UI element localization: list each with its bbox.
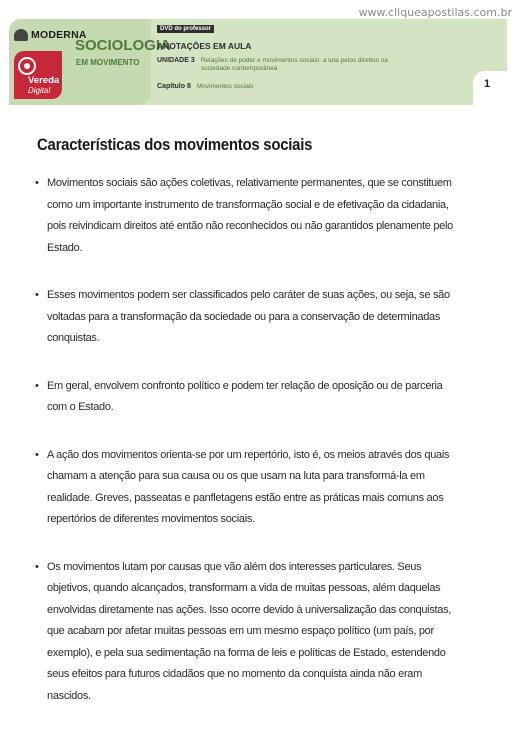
page-header: [9, 19, 507, 105]
moderna-logo-icon: [14, 29, 28, 41]
page-title: Características dos movimentos sociais: [37, 135, 313, 154]
bullet-item: [37, 285, 461, 350]
chapter-label: Capítulo 8: [157, 83, 191, 90]
bullet-text: A ação dos movimentos orienta-se por um repertório, isto é, os meios através dos quais chamam a atenção para sua causa ou os que usam na luta para transformá-la em realidade. Greves, passeatas e panfletagens estão entre as práticas mais comuns aos repertórios de diferentes movimentos sociais.: [47, 448, 450, 525]
bullet-text: Em geral, envolvem confronto político e podem ter relação de oposição ou de parceria com o Estado.: [47, 379, 443, 413]
publisher-name: MODERNA: [31, 29, 87, 41]
bullet-marker: •: [35, 379, 39, 392]
chapter-title: Movimentos sociais: [196, 83, 254, 90]
badge-line-1: Vereda: [28, 75, 60, 86]
vereda-digital-badge: [14, 51, 62, 99]
bullet-item: [37, 557, 461, 708]
series-subtitle: EM MOVIMENTO: [76, 58, 140, 67]
bullet-text: Esses movimentos podem ser classificados pelo caráter de suas ações, ou seja, se são voltadas para a transformação da sociedade ou para a conservação de determinadas conquistas.: [47, 289, 450, 344]
chapter-row: [157, 83, 254, 90]
brand-panel: [9, 19, 171, 105]
unit-row: [157, 57, 401, 73]
watermark-text: www.cliqueapostilas.com.br: [358, 6, 512, 19]
bullet-marker: •: [35, 560, 39, 573]
section-label: ANOTAÇÕES EM AULA: [157, 41, 252, 51]
vereda-logo-icon: [18, 57, 36, 75]
bullet-item: [37, 173, 461, 259]
bullet-marker: •: [35, 289, 39, 301]
bullet-marker: •: [35, 177, 39, 189]
bullet-item: [37, 445, 461, 531]
dvd-tag: DVD do professor: [157, 25, 214, 33]
bullet-text: Os movimentos lutam por causas que vão além dos interesses particulares. Seus objetivos, quando alcançados, transformam a vida de muitas pessoas, além daquelas envolvidas diretamente nas ações. Isso ocorre devido à universalização das conquistas, que acabam por afetar muitas pessoas em um mesmo espaço político (um país, por exemplo), e pela sua sedimentação na forma de leis e políticas de Estado, estendendo seus efeitos para futuros cidadãos que no momento da conquista ainda não eram nascidos.: [47, 560, 452, 702]
bullet-text: Movimentos sociais são ações coletivas, relativamente permanentes, que se constituem como um importante instrumento de transformação social e de efetivação da cidadania, pois reivindicam direitos até então não reconhecidos ou não garantidos plenamente pelo Estado.: [47, 177, 453, 254]
page-number: 1: [484, 78, 491, 90]
bullet-marker: •: [35, 448, 39, 461]
series-title: SOCIOLOGIA: [75, 37, 171, 54]
badge-line-2: Digital: [28, 86, 51, 95]
bullet-item: [37, 376, 461, 419]
main-content: [37, 135, 461, 733]
unit-title: Relações de poder e movimentos sociais: a luta pelos direitos na sociedade contemporânea: [200, 57, 388, 72]
unit-label: UNIDADE 3: [157, 57, 195, 64]
